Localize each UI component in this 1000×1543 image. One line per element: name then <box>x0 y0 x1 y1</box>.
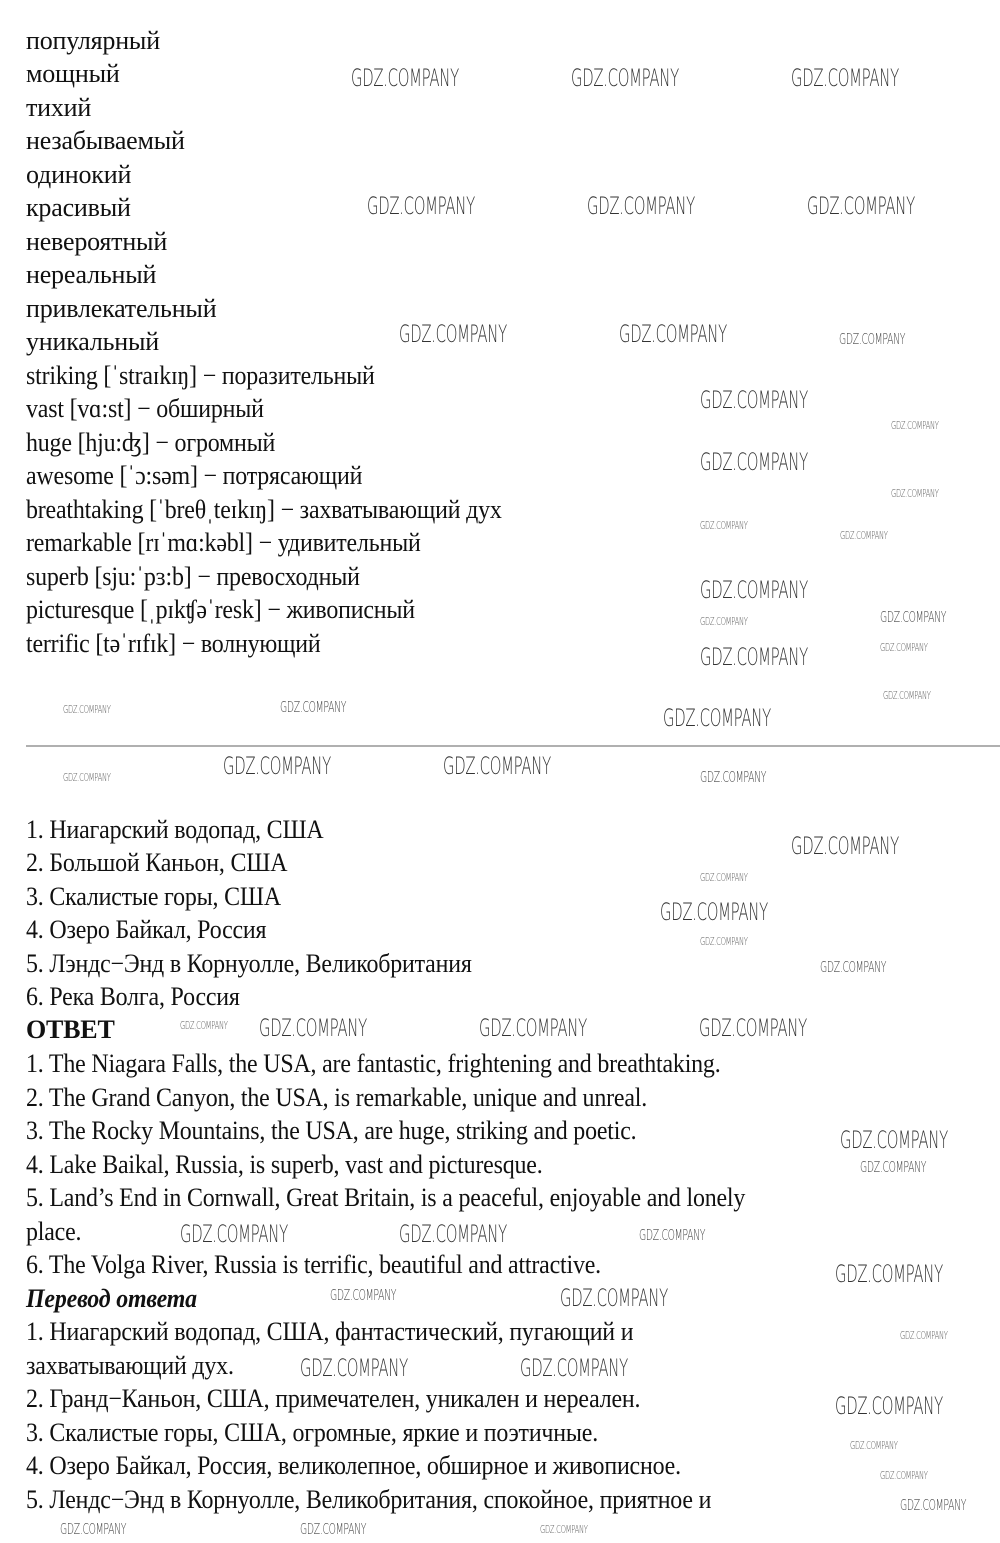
watermark-text: GDZ.COMPANY <box>891 487 939 500</box>
glossary-dash: − <box>203 461 223 490</box>
watermark-text: GDZ.COMPANY <box>63 771 111 784</box>
watermark-text: GDZ.COMPANY <box>60 1520 127 1538</box>
translation-item: 4. Озеро Байкал, Россия, великолепное, обширное и живописное. <box>26 1451 681 1480</box>
watermark-text: GDZ.COMPANY <box>700 386 808 414</box>
place-item: 3. Скалистые горы, США <box>26 882 281 911</box>
glossary-transcription: [sju:ˈpɜ:b] <box>94 562 198 591</box>
translation-item: 5. Лендс−Энд в Корнуолле, Великобритания, спокойное, приятное и <box>26 1485 712 1514</box>
glossary-dash: − <box>280 495 300 524</box>
watermark-text: GDZ.COMPANY <box>700 768 767 786</box>
glossary-transcription: [ˌpɪkʧəˈresk] <box>140 595 268 624</box>
watermark-text: GDZ.COMPANY <box>700 935 748 948</box>
glossary-transcription: [ˈstraɪkɪŋ] <box>103 361 203 390</box>
translation-item: 1. Ниагарский водопад, США, фантастический, пугающий и <box>26 1317 634 1346</box>
glossary-dash: − <box>267 595 287 624</box>
glossary-entry <box>26 359 375 393</box>
glossary-entry <box>26 627 321 661</box>
vocab-item: мощный <box>26 59 120 88</box>
watermark-text: GDZ.COMPANY <box>560 1284 668 1312</box>
watermark-text: GDZ.COMPANY <box>223 752 331 780</box>
place-item: 4. Озеро Байкал, Россия <box>26 915 267 944</box>
glossary-word: terrific <box>26 629 96 658</box>
glossary-entry <box>26 493 502 527</box>
vocab-item: незабываемый <box>26 126 185 155</box>
vocab-item: невероятный <box>26 227 168 256</box>
glossary-translation: удивительный <box>277 528 421 557</box>
vocab-item: нереальный <box>26 260 157 289</box>
translation-item: 2. Гранд−Каньон, США, примечателен, уникален и нереален. <box>26 1384 641 1413</box>
watermark-text: GDZ.COMPANY <box>840 1126 948 1154</box>
watermark-text: GDZ.COMPANY <box>835 1392 943 1420</box>
watermark-text: GDZ.COMPANY <box>700 519 748 532</box>
place-item: 1. Ниагарский водопад, США <box>26 815 324 844</box>
watermark-text: GDZ.COMPANY <box>571 64 679 92</box>
section-divider <box>26 745 1000 747</box>
answer-item: 5. Land’s End in Cornwall, Great Britain, is a peaceful, enjoyable and lonely <box>26 1183 746 1212</box>
watermark-text: GDZ.COMPANY <box>820 958 887 976</box>
translation-item-continued: захватывающий дух. <box>26 1351 234 1380</box>
vocab-item: красивый <box>26 193 131 222</box>
watermark-text: GDZ.COMPANY <box>880 641 928 654</box>
watermark-text: GDZ.COMPANY <box>520 1354 628 1382</box>
watermark-text: GDZ.COMPANY <box>300 1520 367 1538</box>
place-item: 6. Река Волга, Россия <box>26 982 240 1011</box>
watermark-text: GDZ.COMPANY <box>259 1014 367 1042</box>
glossary-translation: поразительный <box>221 361 375 390</box>
glossary-entry <box>26 392 264 426</box>
watermark-text: GDZ.COMPANY <box>660 898 768 926</box>
glossary-transcription: [ˈbreθˌteɪkɪŋ] <box>149 495 281 524</box>
watermark-text: GDZ.COMPANY <box>367 192 475 220</box>
watermark-text: GDZ.COMPANY <box>330 1286 397 1304</box>
watermark-text: GDZ.COMPANY <box>351 64 459 92</box>
watermark-text: GDZ.COMPANY <box>839 330 906 348</box>
glossary-word: striking <box>26 361 104 390</box>
glossary-translation: превосходный <box>216 562 360 591</box>
answer-heading: ОТВЕТ <box>26 1015 115 1044</box>
glossary-dash: − <box>181 629 201 658</box>
watermark-text: GDZ.COMPANY <box>900 1329 948 1342</box>
translation-item: 3. Скалистые горы, США, огромные, яркие и поэтичные. <box>26 1418 599 1447</box>
glossary-word: huge <box>26 428 78 457</box>
glossary-translation: огромный <box>174 428 276 457</box>
watermark-text: GDZ.COMPANY <box>891 419 939 432</box>
glossary-word: awesome <box>26 461 120 490</box>
watermark-text: GDZ.COMPANY <box>540 1523 588 1536</box>
answer-item: 6. The Volga River, Russia is terrific, beautiful and attractive. <box>26 1250 601 1279</box>
watermark-text: GDZ.COMPANY <box>639 1226 706 1244</box>
answer-item: 2. The Grand Canyon, the USA, is remarkable, unique and unreal. <box>26 1083 648 1112</box>
watermark-text: GDZ.COMPANY <box>280 698 347 716</box>
watermark-text: GDZ.COMPANY <box>180 1019 228 1032</box>
watermark-text: GDZ.COMPANY <box>880 608 947 626</box>
glossary-word: picturesque <box>26 595 141 624</box>
watermark-text: GDZ.COMPANY <box>883 689 931 702</box>
watermark-text: GDZ.COMPANY <box>700 643 808 671</box>
watermark-text: GDZ.COMPANY <box>791 832 899 860</box>
glossary-transcription: [təˈrɪfɪk] <box>95 629 182 658</box>
watermark-text: GDZ.COMPANY <box>443 752 551 780</box>
watermark-text: GDZ.COMPANY <box>791 64 899 92</box>
watermark-text: GDZ.COMPANY <box>180 1220 288 1248</box>
watermark-text: GDZ.COMPANY <box>807 192 915 220</box>
glossary-transcription: [ˈɔ:səm] <box>119 461 204 490</box>
glossary-transcription: [rɪˈmɑ:kəbl] <box>137 528 259 557</box>
watermark-text: GDZ.COMPANY <box>399 320 507 348</box>
watermark-text: GDZ.COMPANY <box>663 704 771 732</box>
glossary-entry <box>26 459 362 493</box>
watermark-text: GDZ.COMPANY <box>700 448 808 476</box>
glossary-translation: волнующий <box>200 629 321 658</box>
answer-item: 1. The Niagara Falls, the USA, are fantastic, frightening and breathtaking. <box>26 1049 721 1078</box>
place-item: 2. Большой Каньон, США <box>26 848 288 877</box>
translation-heading: Перевод ответа <box>26 1284 197 1313</box>
answer-item: 3. The Rocky Mountains, the USA, are huge, striking and poetic. <box>26 1116 637 1145</box>
glossary-translation: живописный <box>286 595 415 624</box>
answer-item: 4. Lake Baikal, Russia, is superb, vast and picturesque. <box>26 1150 543 1179</box>
watermark-text: GDZ.COMPANY <box>300 1354 408 1382</box>
glossary-word: vast <box>26 394 70 423</box>
vocab-item: тихий <box>26 93 92 122</box>
place-item: 5. Лэндс−Энд в Корнуолле, Великобритания <box>26 949 472 978</box>
vocab-item: привлекательный <box>26 294 217 323</box>
glossary-dash: − <box>197 562 217 591</box>
glossary-translation: обширный <box>156 394 264 423</box>
glossary-entry <box>26 426 275 460</box>
glossary-word: superb <box>26 562 95 591</box>
watermark-text: GDZ.COMPANY <box>699 1014 807 1042</box>
answer-item-continued: place. <box>26 1217 82 1246</box>
glossary-transcription: [hju:ʤ] <box>77 428 156 457</box>
watermark-text: GDZ.COMPANY <box>619 320 727 348</box>
glossary-entry <box>26 526 421 560</box>
glossary-entry <box>26 560 360 594</box>
glossary-dash: − <box>258 528 278 557</box>
glossary-translation: потрясающий <box>222 461 363 490</box>
watermark-text: GDZ.COMPANY <box>880 1469 928 1482</box>
glossary-transcription: [vɑ:st] <box>69 394 138 423</box>
watermark-text: GDZ.COMPANY <box>835 1260 943 1288</box>
watermark-text: GDZ.COMPANY <box>700 576 808 604</box>
vocab-item: популярный <box>26 26 160 55</box>
glossary-dash: − <box>202 361 222 390</box>
glossary-entry <box>26 593 415 627</box>
watermark-text: GDZ.COMPANY <box>840 529 888 542</box>
glossary-word: remarkable <box>26 528 138 557</box>
watermark-text: GDZ.COMPANY <box>700 615 748 628</box>
watermark-text: GDZ.COMPANY <box>399 1220 507 1248</box>
vocab-item: уникальный <box>26 327 159 356</box>
watermark-text: GDZ.COMPANY <box>63 703 111 716</box>
glossary-translation: захватывающий дух <box>299 495 502 524</box>
watermark-text: GDZ.COMPANY <box>850 1439 898 1452</box>
glossary-dash: − <box>155 428 175 457</box>
watermark-text: GDZ.COMPANY <box>900 1496 967 1514</box>
glossary-dash: − <box>137 394 157 423</box>
watermark-text: GDZ.COMPANY <box>860 1158 927 1176</box>
watermark-text: GDZ.COMPANY <box>479 1014 587 1042</box>
watermark-text: GDZ.COMPANY <box>587 192 695 220</box>
watermark-text: GDZ.COMPANY <box>700 871 748 884</box>
vocab-item: одинокий <box>26 160 132 189</box>
glossary-word: breathtaking <box>26 495 150 524</box>
